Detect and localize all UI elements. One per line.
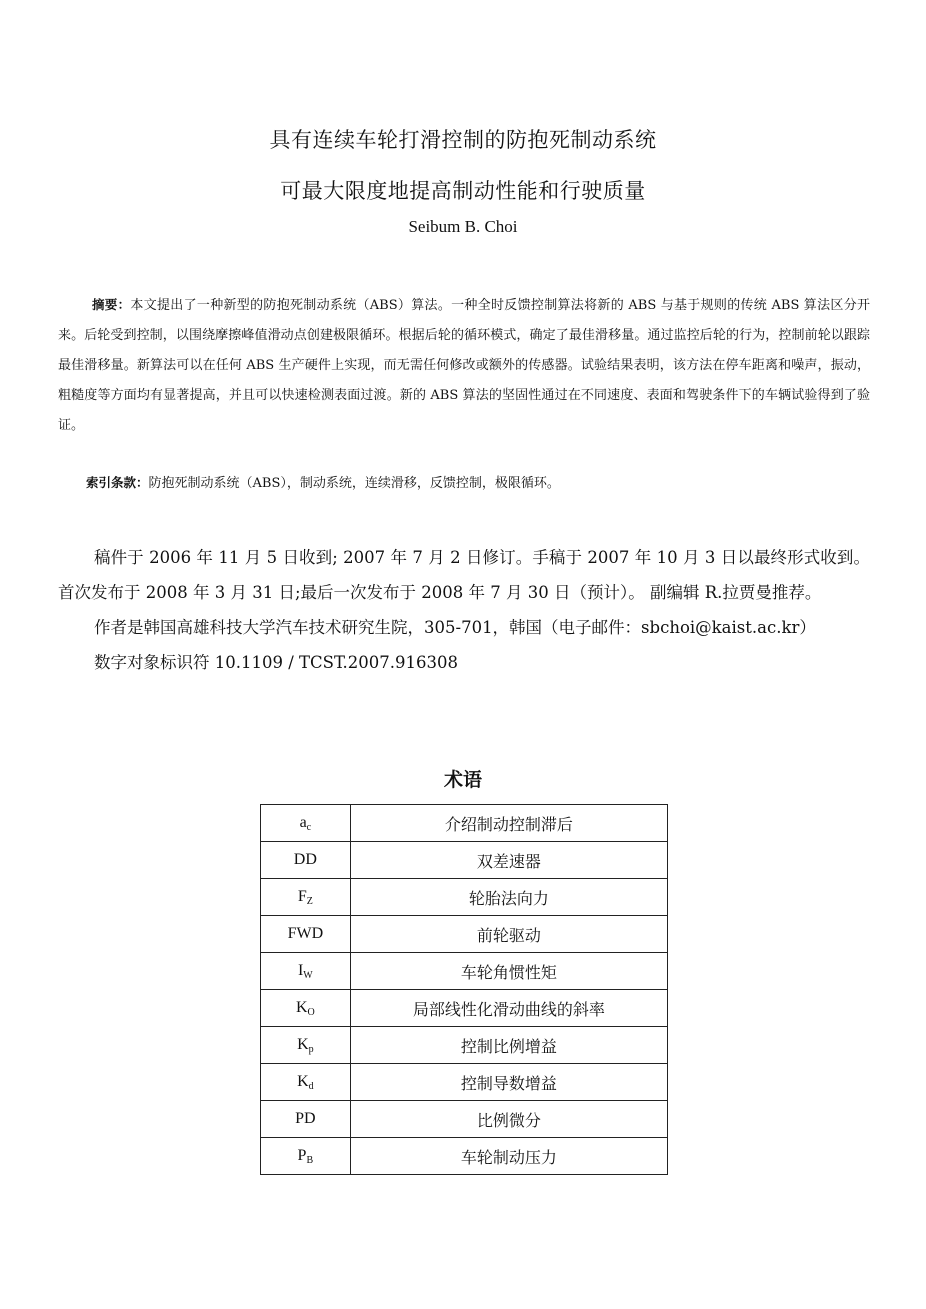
table-row [261, 1064, 668, 1101]
index-terms [58, 470, 870, 497]
index-terms-label: 索引条款： [86, 475, 149, 490]
term-symbol: PD [261, 1101, 351, 1138]
table-row [261, 953, 668, 990]
received-note: 稿件于 2006 年 11 月 5 日收到; 2007 年 7 月 2 日修订。手稿于 2007 年 10 月 3 日以最终形式收到。首次发布于 2008 年 3 月 31 日;最后一次发布于 2008 年 7 月 30 日（预计）。 副编辑 R.拉贾曼推荐。 [58, 548, 870, 602]
table-row [261, 1027, 668, 1064]
term-symbol: $a_c$ [261, 805, 351, 842]
manuscript-notes [58, 540, 870, 680]
nomenclature-heading: 术语 [443, 769, 482, 791]
doi-note: 数字对象标识符 10.1109 / TCST.2007.916308 [94, 653, 459, 672]
table-row [261, 805, 668, 842]
table-row [261, 1101, 668, 1138]
term-definition: 介绍制动控制滞后 [350, 805, 667, 842]
term-symbol: $K_O$ [261, 990, 351, 1027]
term-definition: 轮胎法向力 [350, 879, 667, 916]
abstract-label: 摘要： [92, 297, 131, 312]
paper-title-line-2: 可最大限度地提高制动性能和行驶质量 [280, 179, 646, 203]
term-definition: 局部线性化滑动曲线的斜率 [350, 990, 667, 1027]
table-row [261, 879, 668, 916]
index-terms-text: 防抱死制动系统（ABS），制动系统，连续滑移，反馈控制，极限循环。 [148, 476, 560, 491]
term-definition: 控制导数增益 [350, 1064, 667, 1101]
term-definition: 车轮角惯性矩 [350, 953, 667, 990]
term-symbol: $K_d$ [261, 1064, 351, 1101]
term-definition: 控制比例增益 [350, 1027, 667, 1064]
abstract-text: 本文提出了一种新型的防抱死制动系统（ABS）算法。一种全时反馈控制算法将新的 ABS 与基于规则的传统 ABS 算法区分开来。后轮受到控制，以围绕摩擦峰值滑动点创建极限循环。根据后轮的循环模式，确定了最佳滑移量。通过监控后轮的行为，控制前轮以跟踪最佳滑移量。新算法可以在任何 ABS 生产硬件上实现，而无需任何修改或额外的传感器。试验结果表明，该方法在停车距离和噪声，振动，粗糙度等方面均有显著提高，并且可以快速检测表面过渡。新的 ABS 算法的坚固性通过在不同速度、表面和驾驶条件下的车辆试验得到了验证。 [58, 298, 870, 433]
term-definition: 前轮驱动 [350, 916, 667, 953]
term-symbol: $K_p$ [261, 1027, 351, 1064]
table-row [261, 1138, 668, 1175]
term-symbol: DD [261, 842, 351, 879]
table-row [261, 842, 668, 879]
abstract [58, 290, 870, 441]
term-symbol: $F_Z$ [261, 879, 351, 916]
term-definition: 车轮制动压力 [350, 1138, 667, 1175]
affiliation-note: 作者是韩国高雄科技大学汽车技术研究生院，305-701，韩国（电子邮件：sbchoi@kaist.ac.kr） [94, 618, 816, 637]
table-row [261, 990, 668, 1027]
term-definition: 双差速器 [350, 842, 667, 879]
term-symbol: $I_W$ [261, 953, 351, 990]
paper-title-line-1: 具有连续车轮打滑控制的防抱死制动系统 [269, 128, 657, 152]
term-symbol: $P_B$ [261, 1138, 351, 1175]
author-name: Seibum B. Choi [408, 217, 518, 236]
term-definition: 比例微分 [350, 1101, 667, 1138]
table-row [261, 916, 668, 953]
term-symbol: FWD [261, 916, 351, 953]
nomenclature-table [260, 804, 668, 1175]
